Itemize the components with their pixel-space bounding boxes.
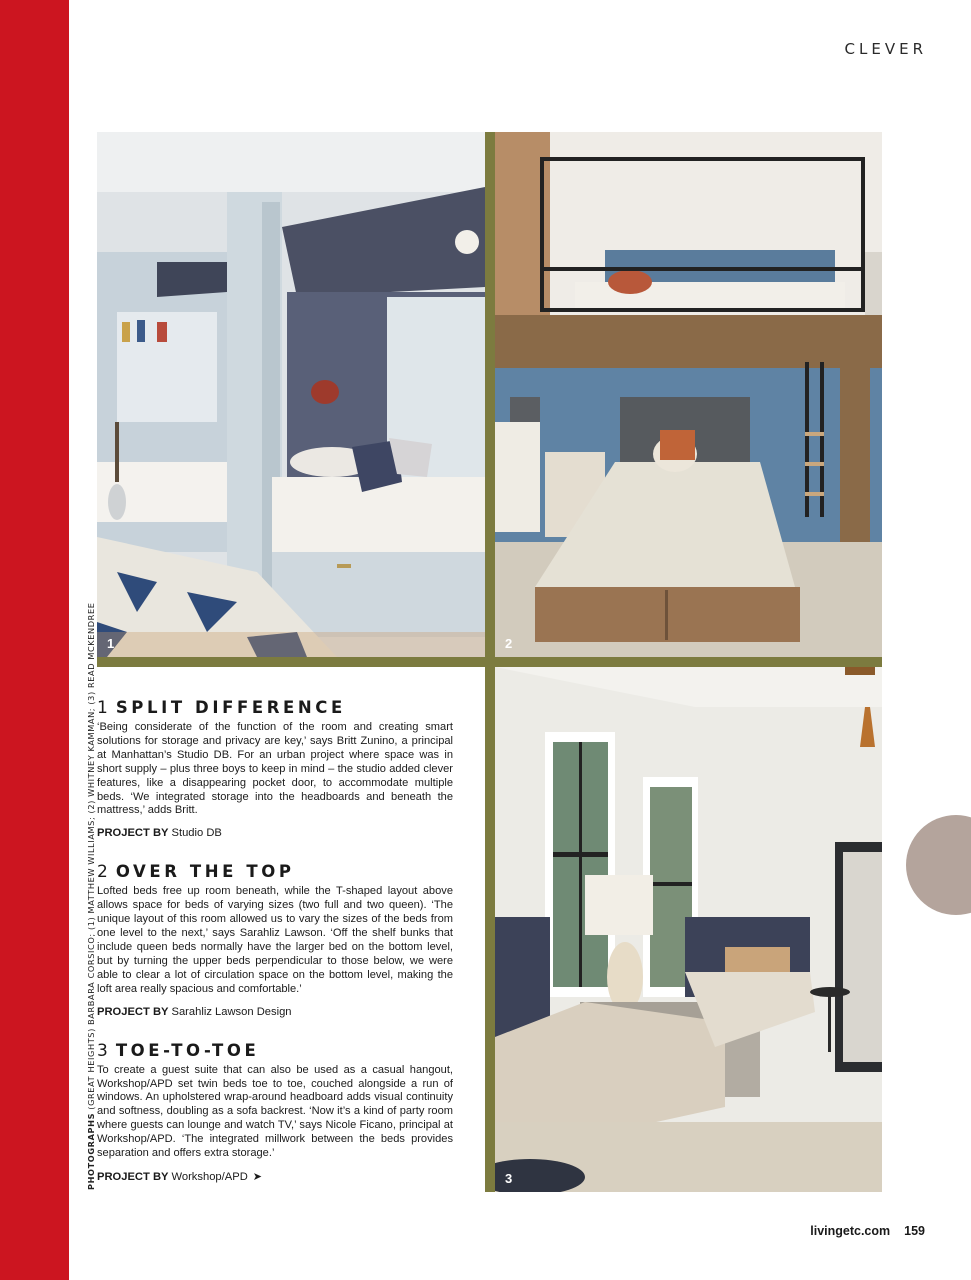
entry-number: 2 xyxy=(97,862,108,883)
entry-toe-to-toe xyxy=(97,1041,453,1183)
page-footer xyxy=(810,1224,925,1238)
project-value: Workshop/APD xyxy=(171,1170,248,1183)
photo-credit-label: PHOTOGRAPHS xyxy=(86,1112,96,1190)
continue-arrow-icon: ➤ xyxy=(252,1170,262,1183)
project-credit xyxy=(97,827,453,839)
footer-site: livingetc.com xyxy=(810,1224,891,1238)
entry-number: 1 xyxy=(97,698,108,718)
photo-number-1: 1 xyxy=(107,636,115,651)
project-value: Studio DB xyxy=(171,827,222,840)
red-side-bar xyxy=(0,0,69,1280)
photo-split-difference xyxy=(97,132,485,657)
project-credit xyxy=(97,1170,453,1183)
photo-over-the-top xyxy=(495,132,882,657)
entry-heading xyxy=(97,862,453,882)
article-text-column xyxy=(97,698,453,1206)
project-label: PROJECT BY xyxy=(97,1005,169,1018)
entry-over-the-top xyxy=(97,862,453,1017)
entry-title: OVER THE TOP xyxy=(115,862,295,882)
accent-circle xyxy=(906,815,971,915)
entry-body: To create a guest suite that can also be used as a casual hangout, Workshop/APD set twin beds toe to toe, couched alongside a run of windows. An upholstered wrap-around headboard adds visual continuity and softness, doubling as a sofa backrest. ‘Now it’s a kind of party room where guests can lounge and watch TV,’ says Nicole Ficano, principal at Workshop/APD. ‘The integrated millwork between the beds provides separation and offers extra storage.’ xyxy=(97,1063,453,1160)
photo-number-2: 2 xyxy=(505,636,513,651)
section-label: CLEVER xyxy=(844,40,927,58)
entry-title: TOE-TO-TOE xyxy=(115,1040,260,1060)
entry-body: Lofted beds free up room beneath, while the T-shaped layout above allows space for beds of varying sizes (two full and two queen). ‘The unique layout of this room allowed us to vary the sizes of the beds from one level to the next,’ says Sarahliz Lawson. ‘Off the shelf bunks that include queen beds normally have the larger bed on the bottom level, but by turning the upper beds perpendicular to those below, we were able to clear a lot of circulation space on the bottom level, making the loft area really spacious and comfortable.’ xyxy=(97,885,453,995)
page-number: 159 xyxy=(904,1224,925,1238)
project-label: PROJECT BY xyxy=(97,827,169,840)
project-value: Sarahliz Lawson Design xyxy=(171,1005,292,1018)
project-credit xyxy=(97,1006,453,1018)
entry-heading xyxy=(97,1041,453,1061)
entry-split-difference xyxy=(97,698,453,839)
photo-credit xyxy=(86,602,96,1190)
olive-frame-divider-horizontal xyxy=(97,657,882,667)
entry-heading xyxy=(97,698,453,718)
photo-credit-text: (GREAT HEIGHTS) BARBARA CORSICO; (1) MATTHEW WILLIAMS; (2) WHITNEY KAMMAN; (3) READ MCKENDREE xyxy=(86,602,96,1113)
photo-toe-to-toe xyxy=(495,667,882,1192)
photo-number-3: 3 xyxy=(505,1171,513,1186)
entry-number: 3 xyxy=(97,1040,108,1061)
entry-body: ‘Being considerate of the function of the room and creating smart solutions for storage and privacy are key,’ says Britt Zunino, a principal at Manhattan’s Studio DB. For an urban project where space was in short supply – plus three boys to keep in mind – the studio added clever features, like a disappearing pocket door, to accommodate multiple beds. ‘We integrated storage into the headboards and beneath the mattress,’ adds Britt. xyxy=(97,721,453,817)
entry-title: SPLIT DIFFERENCE xyxy=(115,698,346,717)
project-label: PROJECT BY xyxy=(97,1170,169,1183)
